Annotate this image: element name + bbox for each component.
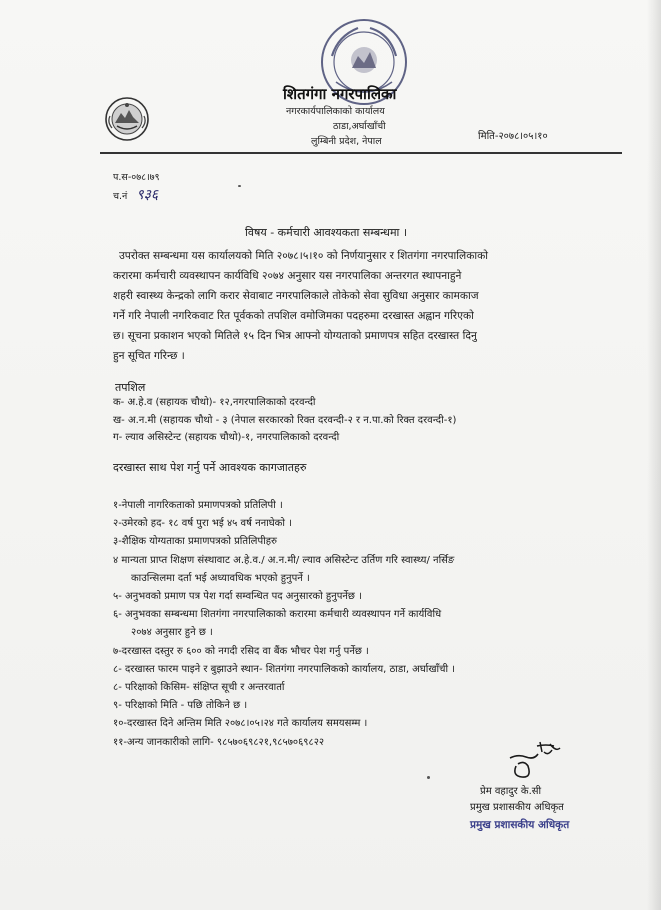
body-line: गर्ने गरि नेपाली नगरिकवाट रित पूर्वकको तपशिल वमोजिमका पदहरुमा दरखास्त अह्वान गरिएको <box>113 310 474 322</box>
body-line: शहरी स्वास्थ्य केन्द्रको लागि करार सेवाबाट नगरपालिकाले तोकेको सेवा सुविधा अनुसार कामकाज <box>113 290 479 302</box>
list-item: ११-अन्य जानकारीको लागि- ९८५७०६९८२१,९८५७०६९८२२ <box>113 736 325 748</box>
list-item: ५- अनुभवको प्रमाण पत्र पेश गर्दा सम्वन्धित पद अनुसारको हुनुपर्नेछ । <box>113 591 362 603</box>
documents-heading: दरखास्त साथ पेश गर्नु पर्ने आवश्यक कागजातहरु <box>113 461 307 474</box>
designation-stamp: प्रमुख प्रशासकीय अधिकृत <box>470 819 570 831</box>
nepal-emblem-icon <box>104 96 150 142</box>
scan-speck <box>427 776 430 779</box>
dispatch-number-label: च.नं <box>113 191 128 202</box>
body-paragraph <box>113 246 628 366</box>
list-item: ८- दरखास्त फारम पाइने र बुझाउने स्थान- शितगंगा नगरपालिकको कार्यालय, ठाडा, अर्घाखाँची । <box>113 663 455 675</box>
list-item: ७-दरखास्त दस्तुर रु ६०० को नगदी रसिद वा बैंक भौचर पेश गर्नु पर्नेछ । <box>113 645 369 657</box>
signatory-name: प्रेम वहादुर के.सी <box>480 786 542 797</box>
tapasil-list <box>113 394 456 447</box>
list-item: २-उमेरको हद- १८ वर्ष पुरा भई ४५ वर्ष ननाघेको । <box>113 518 292 530</box>
tapasil-heading: तपशिल <box>115 381 146 394</box>
list-item: २०७४ अनुसार हुने छ । <box>131 627 213 639</box>
documents-list <box>113 497 455 752</box>
office-subtitle: नगरकार्यपालिकाको कार्यालय <box>286 106 385 117</box>
letterhead-divider <box>100 152 622 154</box>
office-name: शितगंगा नगरपालिका <box>283 85 397 103</box>
list-item: ९- परिक्षाको मिति - पछि तोकिने छ । <box>113 700 248 712</box>
body-line: उपरोक्त सम्बन्धमा यस कार्यालयको मिति २०७८।५।१० को निर्णयानुसार र शितगंगा नगरपालिकाको <box>119 250 488 262</box>
list-item: ८- परिक्षाको किसिम- संक्षिप्त सूची र अन्तरवार्ता <box>113 682 285 694</box>
letter-subject: विषय - कर्मचारी आवश्यकता सम्बन्धमा । <box>245 226 408 239</box>
list-item: १-नेपाली नागरिकताको प्रमाणपत्रको प्रतिलिपी । <box>113 500 283 511</box>
reference-number: प.स-०७८।७९ <box>113 172 160 183</box>
dispatch-number-row <box>113 185 158 204</box>
handwritten-signature-icon <box>504 736 564 780</box>
scan-speck <box>238 185 241 187</box>
dispatch-number-value: ९३६ <box>136 187 159 203</box>
list-item: काउन्सिलमा दर्ता भई अध्यावधिक भएको हुनुपर्ने । <box>131 572 310 584</box>
list-item: १०-दरखास्त दिने अन्तिम मिति २०७८।०५।२४ गते कार्यालय समयसम्म । <box>113 718 368 730</box>
list-item: ख- अ.न.मी (सहायक चौथो - ३ (नेपाल सरकारको रिक्त दरवन्दी-२ र न.पा.को रिक्त दरवन्दी-१) <box>113 414 457 426</box>
list-item: ६- अनुभवका सम्बन्धमा शितगंगा नगरपालिकाको करारमा कर्मचारी व्यवस्थापन गर्ने कार्यविधि <box>113 609 442 621</box>
letter-date: मिति-२०७८।०५।१० <box>478 131 548 142</box>
list-item: ३-शैक्षिक योग्यताका प्रमाणपत्रको प्रतिलिपीहरु <box>113 536 278 548</box>
scan-edge-shadow <box>647 0 661 910</box>
body-line: हुन सूचित गरिन्छ । <box>113 350 185 362</box>
office-province: लुम्बिनी प्रदेश, नेपाल <box>311 136 382 147</box>
list-item: क- अ.हे.व (सहायक चौथो)- १२,नगरपालिकाको दरवन्दी <box>113 397 316 408</box>
list-item: ४ मान्यता प्राप्त शिक्षण संस्थावाट अ.हे.व./ अ.न.मी/ ल्याव असिस्टेन्ट उर्तिण गरि स्वास्थ्य/ नर्सिङ <box>113 554 455 566</box>
body-line: करारमा कर्मचारी व्यवस्थापन कार्यविधि २०७४ अनुसार यस नगरपालिका अन्तरगत स्थापनाहुने <box>113 270 462 282</box>
signatory-title: प्रमुख प्रशासकीय अधिकृत <box>470 802 564 813</box>
body-line: छ। सूचना प्रकाशन भएको मितिले १५ दिन भित्र आफ्नो योग्यताको प्रमाणपत्र सहित दरखास्त दिनु <box>113 330 477 342</box>
list-item: ग- ल्याव असिस्टेन्ट (सहायक चौथो)-१, नगरपालिकाको दरवन्दी <box>113 432 340 443</box>
office-address: ठाडा,अर्घाखाँची <box>333 121 386 132</box>
